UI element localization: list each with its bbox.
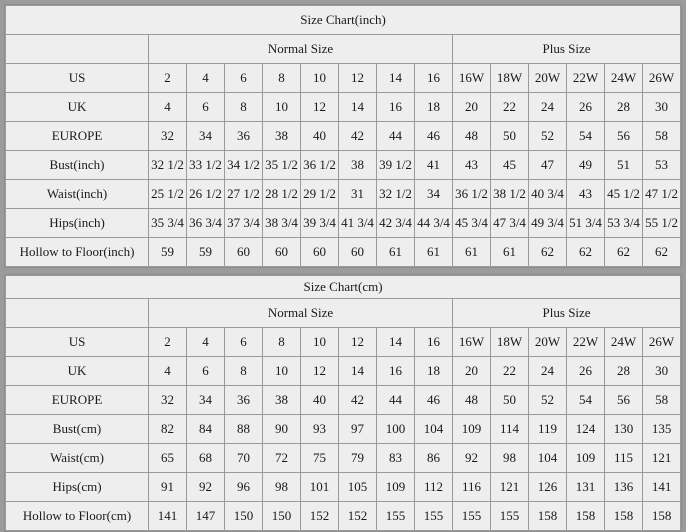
cell: 4 — [187, 64, 225, 93]
cell: 83 — [377, 444, 415, 473]
cell: 34 1/2 — [225, 151, 263, 180]
cell: 22 — [491, 93, 529, 122]
cell: 26W — [643, 328, 681, 357]
table-row — [6, 415, 681, 444]
cell: 43 — [453, 151, 491, 180]
chart-title: Size Chart(inch) — [6, 6, 681, 35]
cell: 31 — [339, 180, 377, 209]
cell: 26 1/2 — [187, 180, 225, 209]
cell: 49 — [567, 151, 605, 180]
group-header-plus-size: Plus Size — [453, 35, 681, 64]
cell: 61 — [415, 238, 453, 267]
cell: 124 — [567, 415, 605, 444]
cell: 36 1/2 — [453, 180, 491, 209]
group-header-normal-size: Normal Size — [149, 35, 453, 64]
table-row — [6, 328, 681, 357]
row-label-waist: Waist(inch) — [6, 180, 149, 209]
cell: 65 — [149, 444, 187, 473]
cell: 26 — [567, 357, 605, 386]
cell: 14 — [377, 64, 415, 93]
cell: 22W — [567, 328, 605, 357]
cell: 18 — [415, 93, 453, 122]
cell: 91 — [149, 473, 187, 502]
cell: 109 — [377, 473, 415, 502]
cell: 6 — [187, 93, 225, 122]
cell: 20 — [453, 93, 491, 122]
cell: 34 — [187, 386, 225, 415]
cell: 12 — [339, 64, 377, 93]
cell: 56 — [605, 122, 643, 151]
cell: 4 — [149, 93, 187, 122]
table-row — [6, 93, 681, 122]
cell: 38 1/2 — [491, 180, 529, 209]
cell: 54 — [567, 386, 605, 415]
cell: 60 — [225, 238, 263, 267]
cell: 60 — [263, 238, 301, 267]
cell: 51 — [605, 151, 643, 180]
cell: 155 — [377, 502, 415, 531]
cell: 38 3/4 — [263, 209, 301, 238]
cell: 40 — [301, 122, 339, 151]
cell: 98 — [491, 444, 529, 473]
cell: 8 — [225, 93, 263, 122]
cell: 29 1/2 — [301, 180, 339, 209]
table-row — [6, 122, 681, 151]
cell: 60 — [301, 238, 339, 267]
group-row-blank — [6, 299, 149, 328]
cell: 152 — [301, 502, 339, 531]
table-row — [6, 444, 681, 473]
cell: 28 — [605, 357, 643, 386]
table-row — [6, 502, 681, 531]
cell: 10 — [263, 357, 301, 386]
cell: 61 — [377, 238, 415, 267]
cell: 6 — [187, 357, 225, 386]
cell: 32 1/2 — [149, 151, 187, 180]
table-row — [6, 180, 681, 209]
cell: 24 — [529, 93, 567, 122]
cell: 56 — [605, 386, 643, 415]
cell: 25 1/2 — [149, 180, 187, 209]
cell: 50 — [491, 122, 529, 151]
table-row — [6, 238, 681, 267]
cell: 16W — [453, 328, 491, 357]
row-label-hollow-to-floor: Hollow to Floor(cm) — [6, 502, 149, 531]
cell: 104 — [415, 415, 453, 444]
cell: 36 — [225, 386, 263, 415]
cell: 26W — [643, 64, 681, 93]
cell: 14 — [377, 328, 415, 357]
cell: 12 — [301, 93, 339, 122]
cell: 158 — [567, 502, 605, 531]
cell: 58 — [643, 122, 681, 151]
cell: 35 1/2 — [263, 151, 301, 180]
cell: 49 3/4 — [529, 209, 567, 238]
group-row-blank — [6, 35, 149, 64]
cell: 53 3/4 — [605, 209, 643, 238]
table-row — [6, 209, 681, 238]
cell: 35 3/4 — [149, 209, 187, 238]
cell: 32 1/2 — [377, 180, 415, 209]
row-label-us: US — [6, 328, 149, 357]
row-label-bust: Bust(inch) — [6, 151, 149, 180]
cell: 8 — [263, 64, 301, 93]
cell: 36 1/2 — [301, 151, 339, 180]
cell: 155 — [491, 502, 529, 531]
cell: 33 1/2 — [187, 151, 225, 180]
cell: 116 — [453, 473, 491, 502]
cell: 46 — [415, 386, 453, 415]
row-label-bust: Bust(cm) — [6, 415, 149, 444]
cell: 48 — [453, 386, 491, 415]
cell: 68 — [187, 444, 225, 473]
cell: 40 — [301, 386, 339, 415]
cell: 62 — [529, 238, 567, 267]
cell: 42 — [339, 122, 377, 151]
cell: 38 — [263, 122, 301, 151]
cell: 41 3/4 — [339, 209, 377, 238]
cell: 131 — [567, 473, 605, 502]
cell: 79 — [339, 444, 377, 473]
cell: 16W — [453, 64, 491, 93]
cell: 20 — [453, 357, 491, 386]
cell: 6 — [225, 64, 263, 93]
cell: 158 — [529, 502, 567, 531]
row-label-europe: EUROPE — [6, 122, 149, 151]
cell: 141 — [643, 473, 681, 502]
cell: 48 — [453, 122, 491, 151]
row-label-uk: UK — [6, 357, 149, 386]
cell: 150 — [263, 502, 301, 531]
cell: 10 — [263, 93, 301, 122]
row-label-waist: Waist(cm) — [6, 444, 149, 473]
row-label-uk: UK — [6, 93, 149, 122]
cell: 158 — [643, 502, 681, 531]
cell: 93 — [301, 415, 339, 444]
cell: 75 — [301, 444, 339, 473]
cell: 114 — [491, 415, 529, 444]
cell: 10 — [301, 328, 339, 357]
cell: 82 — [149, 415, 187, 444]
cell: 39 1/2 — [377, 151, 415, 180]
cell: 72 — [263, 444, 301, 473]
cell: 18W — [491, 328, 529, 357]
cell: 121 — [491, 473, 529, 502]
cell: 45 — [491, 151, 529, 180]
cell: 47 3/4 — [491, 209, 529, 238]
size-chart-inch-table — [5, 5, 681, 267]
cell: 45 1/2 — [605, 180, 643, 209]
cell: 39 3/4 — [301, 209, 339, 238]
cell: 20W — [529, 328, 567, 357]
cell: 37 3/4 — [225, 209, 263, 238]
cell: 36 3/4 — [187, 209, 225, 238]
table-row — [6, 357, 681, 386]
cell: 43 — [567, 180, 605, 209]
cell: 2 — [149, 64, 187, 93]
cell: 92 — [187, 473, 225, 502]
chart-title: Size Chart(cm) — [6, 276, 681, 299]
cell: 59 — [149, 238, 187, 267]
cell: 30 — [643, 93, 681, 122]
row-label-europe: EUROPE — [6, 386, 149, 415]
cell: 32 — [149, 122, 187, 151]
row-label-us: US — [6, 64, 149, 93]
cell: 32 — [149, 386, 187, 415]
cell: 100 — [377, 415, 415, 444]
cell: 141 — [149, 502, 187, 531]
cell: 47 1/2 — [643, 180, 681, 209]
cell: 52 — [529, 122, 567, 151]
cell: 54 — [567, 122, 605, 151]
cell: 70 — [225, 444, 263, 473]
cell: 51 3/4 — [567, 209, 605, 238]
cell: 112 — [415, 473, 453, 502]
cell: 44 — [377, 386, 415, 415]
cell: 42 — [339, 386, 377, 415]
cell: 8 — [263, 328, 301, 357]
group-header-normal-size: Normal Size — [149, 299, 453, 328]
cell: 34 — [415, 180, 453, 209]
cell: 10 — [301, 64, 339, 93]
cell: 46 — [415, 122, 453, 151]
table-row — [6, 386, 681, 415]
cell: 22 — [491, 357, 529, 386]
size-chart-cm-block — [4, 274, 682, 532]
cell: 126 — [529, 473, 567, 502]
size-chart-inch-block — [4, 4, 682, 268]
table-group-row — [6, 35, 681, 64]
cell: 147 — [187, 502, 225, 531]
cell: 158 — [605, 502, 643, 531]
cell: 42 3/4 — [377, 209, 415, 238]
cell: 4 — [187, 328, 225, 357]
cell: 50 — [491, 386, 529, 415]
cell: 119 — [529, 415, 567, 444]
table-row — [6, 473, 681, 502]
cell: 2 — [149, 328, 187, 357]
cell: 38 — [263, 386, 301, 415]
cell: 121 — [643, 444, 681, 473]
cell: 155 — [453, 502, 491, 531]
cell: 34 — [187, 122, 225, 151]
cell: 28 — [605, 93, 643, 122]
cell: 52 — [529, 386, 567, 415]
cell: 45 3/4 — [453, 209, 491, 238]
cell: 8 — [225, 357, 263, 386]
cell: 135 — [643, 415, 681, 444]
cell: 12 — [339, 328, 377, 357]
cell: 97 — [339, 415, 377, 444]
row-label-hips: Hips(inch) — [6, 209, 149, 238]
group-header-plus-size: Plus Size — [453, 299, 681, 328]
table-title-row — [6, 6, 681, 35]
cell: 61 — [491, 238, 529, 267]
cell: 55 1/2 — [643, 209, 681, 238]
cell: 6 — [225, 328, 263, 357]
cell: 44 3/4 — [415, 209, 453, 238]
cell: 62 — [605, 238, 643, 267]
table-group-row — [6, 299, 681, 328]
cell: 36 — [225, 122, 263, 151]
cell: 16 — [415, 328, 453, 357]
cell: 98 — [263, 473, 301, 502]
table-row — [6, 151, 681, 180]
cell: 105 — [339, 473, 377, 502]
cell: 62 — [567, 238, 605, 267]
cell: 84 — [187, 415, 225, 444]
cell: 16 — [415, 64, 453, 93]
cell: 130 — [605, 415, 643, 444]
cell: 47 — [529, 151, 567, 180]
cell: 20W — [529, 64, 567, 93]
cell: 136 — [605, 473, 643, 502]
cell: 16 — [377, 93, 415, 122]
row-label-hollow-to-floor: Hollow to Floor(inch) — [6, 238, 149, 267]
cell: 26 — [567, 93, 605, 122]
cell: 96 — [225, 473, 263, 502]
cell: 60 — [339, 238, 377, 267]
cell: 88 — [225, 415, 263, 444]
cell: 104 — [529, 444, 567, 473]
cell: 40 3/4 — [529, 180, 567, 209]
cell: 24W — [605, 328, 643, 357]
cell: 115 — [605, 444, 643, 473]
size-chart-cm-table — [5, 275, 681, 531]
cell: 24 — [529, 357, 567, 386]
cell: 62 — [643, 238, 681, 267]
cell: 61 — [453, 238, 491, 267]
cell: 109 — [453, 415, 491, 444]
cell: 27 1/2 — [225, 180, 263, 209]
table-row — [6, 64, 681, 93]
cell: 24W — [605, 64, 643, 93]
table-title-row — [6, 276, 681, 299]
cell: 59 — [187, 238, 225, 267]
cell: 28 1/2 — [263, 180, 301, 209]
cell: 53 — [643, 151, 681, 180]
cell: 38 — [339, 151, 377, 180]
cell: 58 — [643, 386, 681, 415]
cell: 41 — [415, 151, 453, 180]
cell: 150 — [225, 502, 263, 531]
cell: 22W — [567, 64, 605, 93]
cell: 101 — [301, 473, 339, 502]
row-label-hips: Hips(cm) — [6, 473, 149, 502]
cell: 14 — [339, 357, 377, 386]
cell: 18W — [491, 64, 529, 93]
cell: 14 — [339, 93, 377, 122]
cell: 155 — [415, 502, 453, 531]
cell: 4 — [149, 357, 187, 386]
cell: 109 — [567, 444, 605, 473]
cell: 30 — [643, 357, 681, 386]
cell: 12 — [301, 357, 339, 386]
cell: 152 — [339, 502, 377, 531]
cell: 90 — [263, 415, 301, 444]
cell: 16 — [377, 357, 415, 386]
cell: 44 — [377, 122, 415, 151]
cell: 92 — [453, 444, 491, 473]
cell: 18 — [415, 357, 453, 386]
cell: 86 — [415, 444, 453, 473]
